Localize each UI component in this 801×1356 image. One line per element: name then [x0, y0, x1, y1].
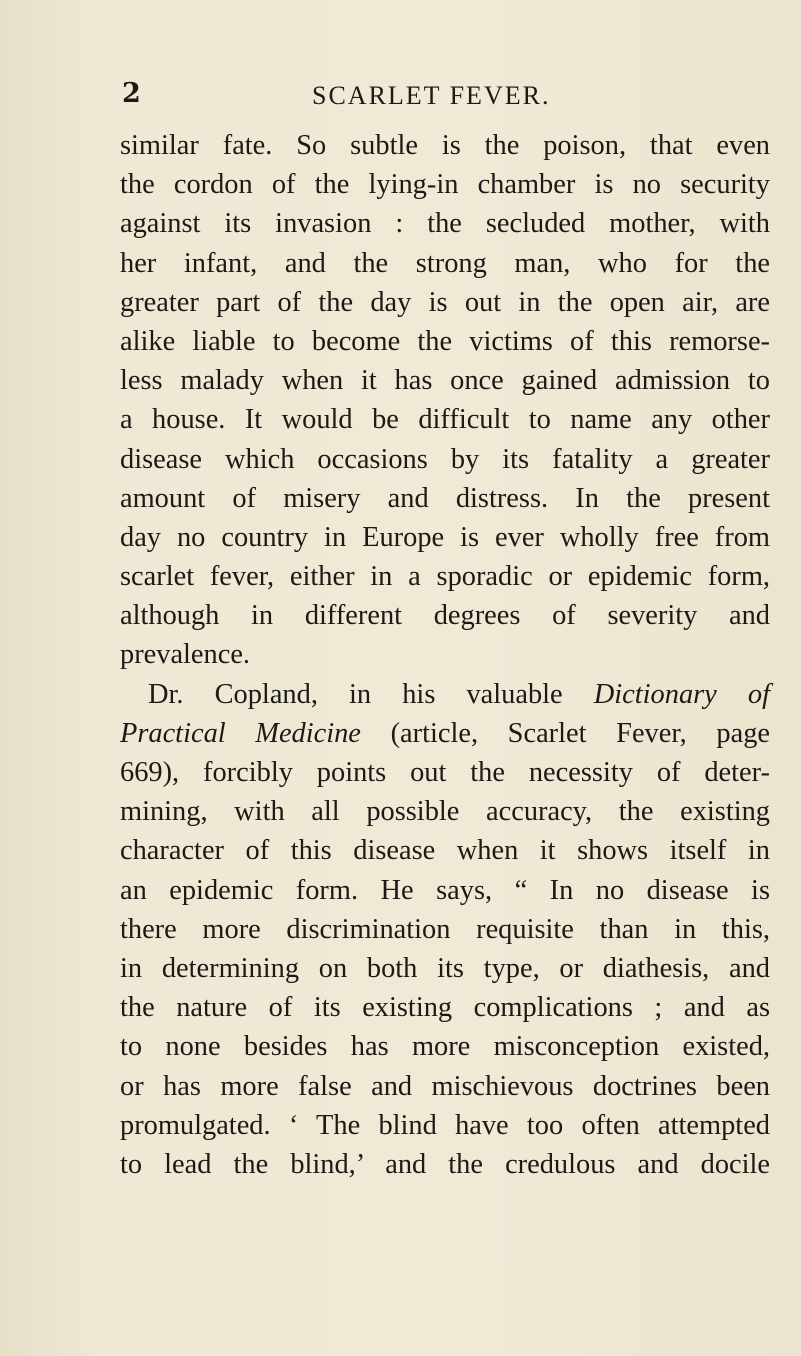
body-text [120, 126, 770, 1184]
text-line: or has more false and mischievous doctrines been [120, 1070, 770, 1102]
italic-title: Practical Medicine [120, 717, 361, 749]
text-line: 669), forcibly points out the necessity of deter- [120, 757, 770, 788]
text-line: alike liable to become the victims of this remorse- [120, 325, 770, 357]
italic-title: Dictionary of [593, 678, 770, 710]
text-line: the nature of its existing complications ; and as [120, 992, 770, 1024]
text-line: the cordon of the lying-in chamber is no security [120, 169, 770, 201]
text-line: mining, with all possible accuracy, the existing [120, 796, 770, 828]
text-line: scarlet fever, either in a sporadic or epidemic form, [120, 561, 770, 593]
text-line: promulgated. ‘ The blind have too often attempted [120, 1109, 770, 1141]
text-line: a house. It would be difficult to name any other [120, 404, 770, 436]
text-line: greater part of the day is out in the open air, are [120, 286, 770, 318]
text-line: to none besides has more misconception existed, [120, 1031, 770, 1063]
page-number: 2 [122, 78, 141, 109]
text-line [120, 714, 770, 753]
text-line: character of this disease when it shows itself in [120, 835, 770, 867]
text-line: day no country in Europe is ever wholly free from [120, 521, 770, 553]
paragraph-2 [120, 675, 770, 1184]
text-line: in determining on both its type, or diathesis, and [120, 952, 770, 984]
text-line: an epidemic form. He says, “ In no disease is [120, 874, 770, 906]
text-line: disease which occasions by its fatality a greater [120, 443, 770, 475]
text-line: prevalence. [120, 639, 251, 671]
text-line: although in different degrees of severity and [120, 600, 770, 632]
text-line: similar fate. So subtle is the poison, that even [120, 130, 770, 161]
text-line [120, 675, 770, 714]
text-line: there more discrimination requisite than in this, [120, 913, 770, 945]
text-line: amount of misery and distress. In the present [120, 482, 770, 514]
text-run: Dr. Copland, in his valuable [148, 678, 594, 710]
text-line: her infant, and the strong man, who for the [120, 247, 770, 279]
text-line: to lead the blind,’ and the credulous and docile [120, 1148, 770, 1180]
paragraph-1 [120, 126, 770, 675]
text-run: (article, Scarlet Fever, page [360, 717, 770, 749]
running-head: SCARLET FEVER. [312, 81, 551, 110]
page-header [120, 78, 770, 118]
text-line: against its invasion : the secluded mother, with [120, 208, 770, 240]
text-line: less malady when it has once gained admission to [120, 365, 770, 397]
